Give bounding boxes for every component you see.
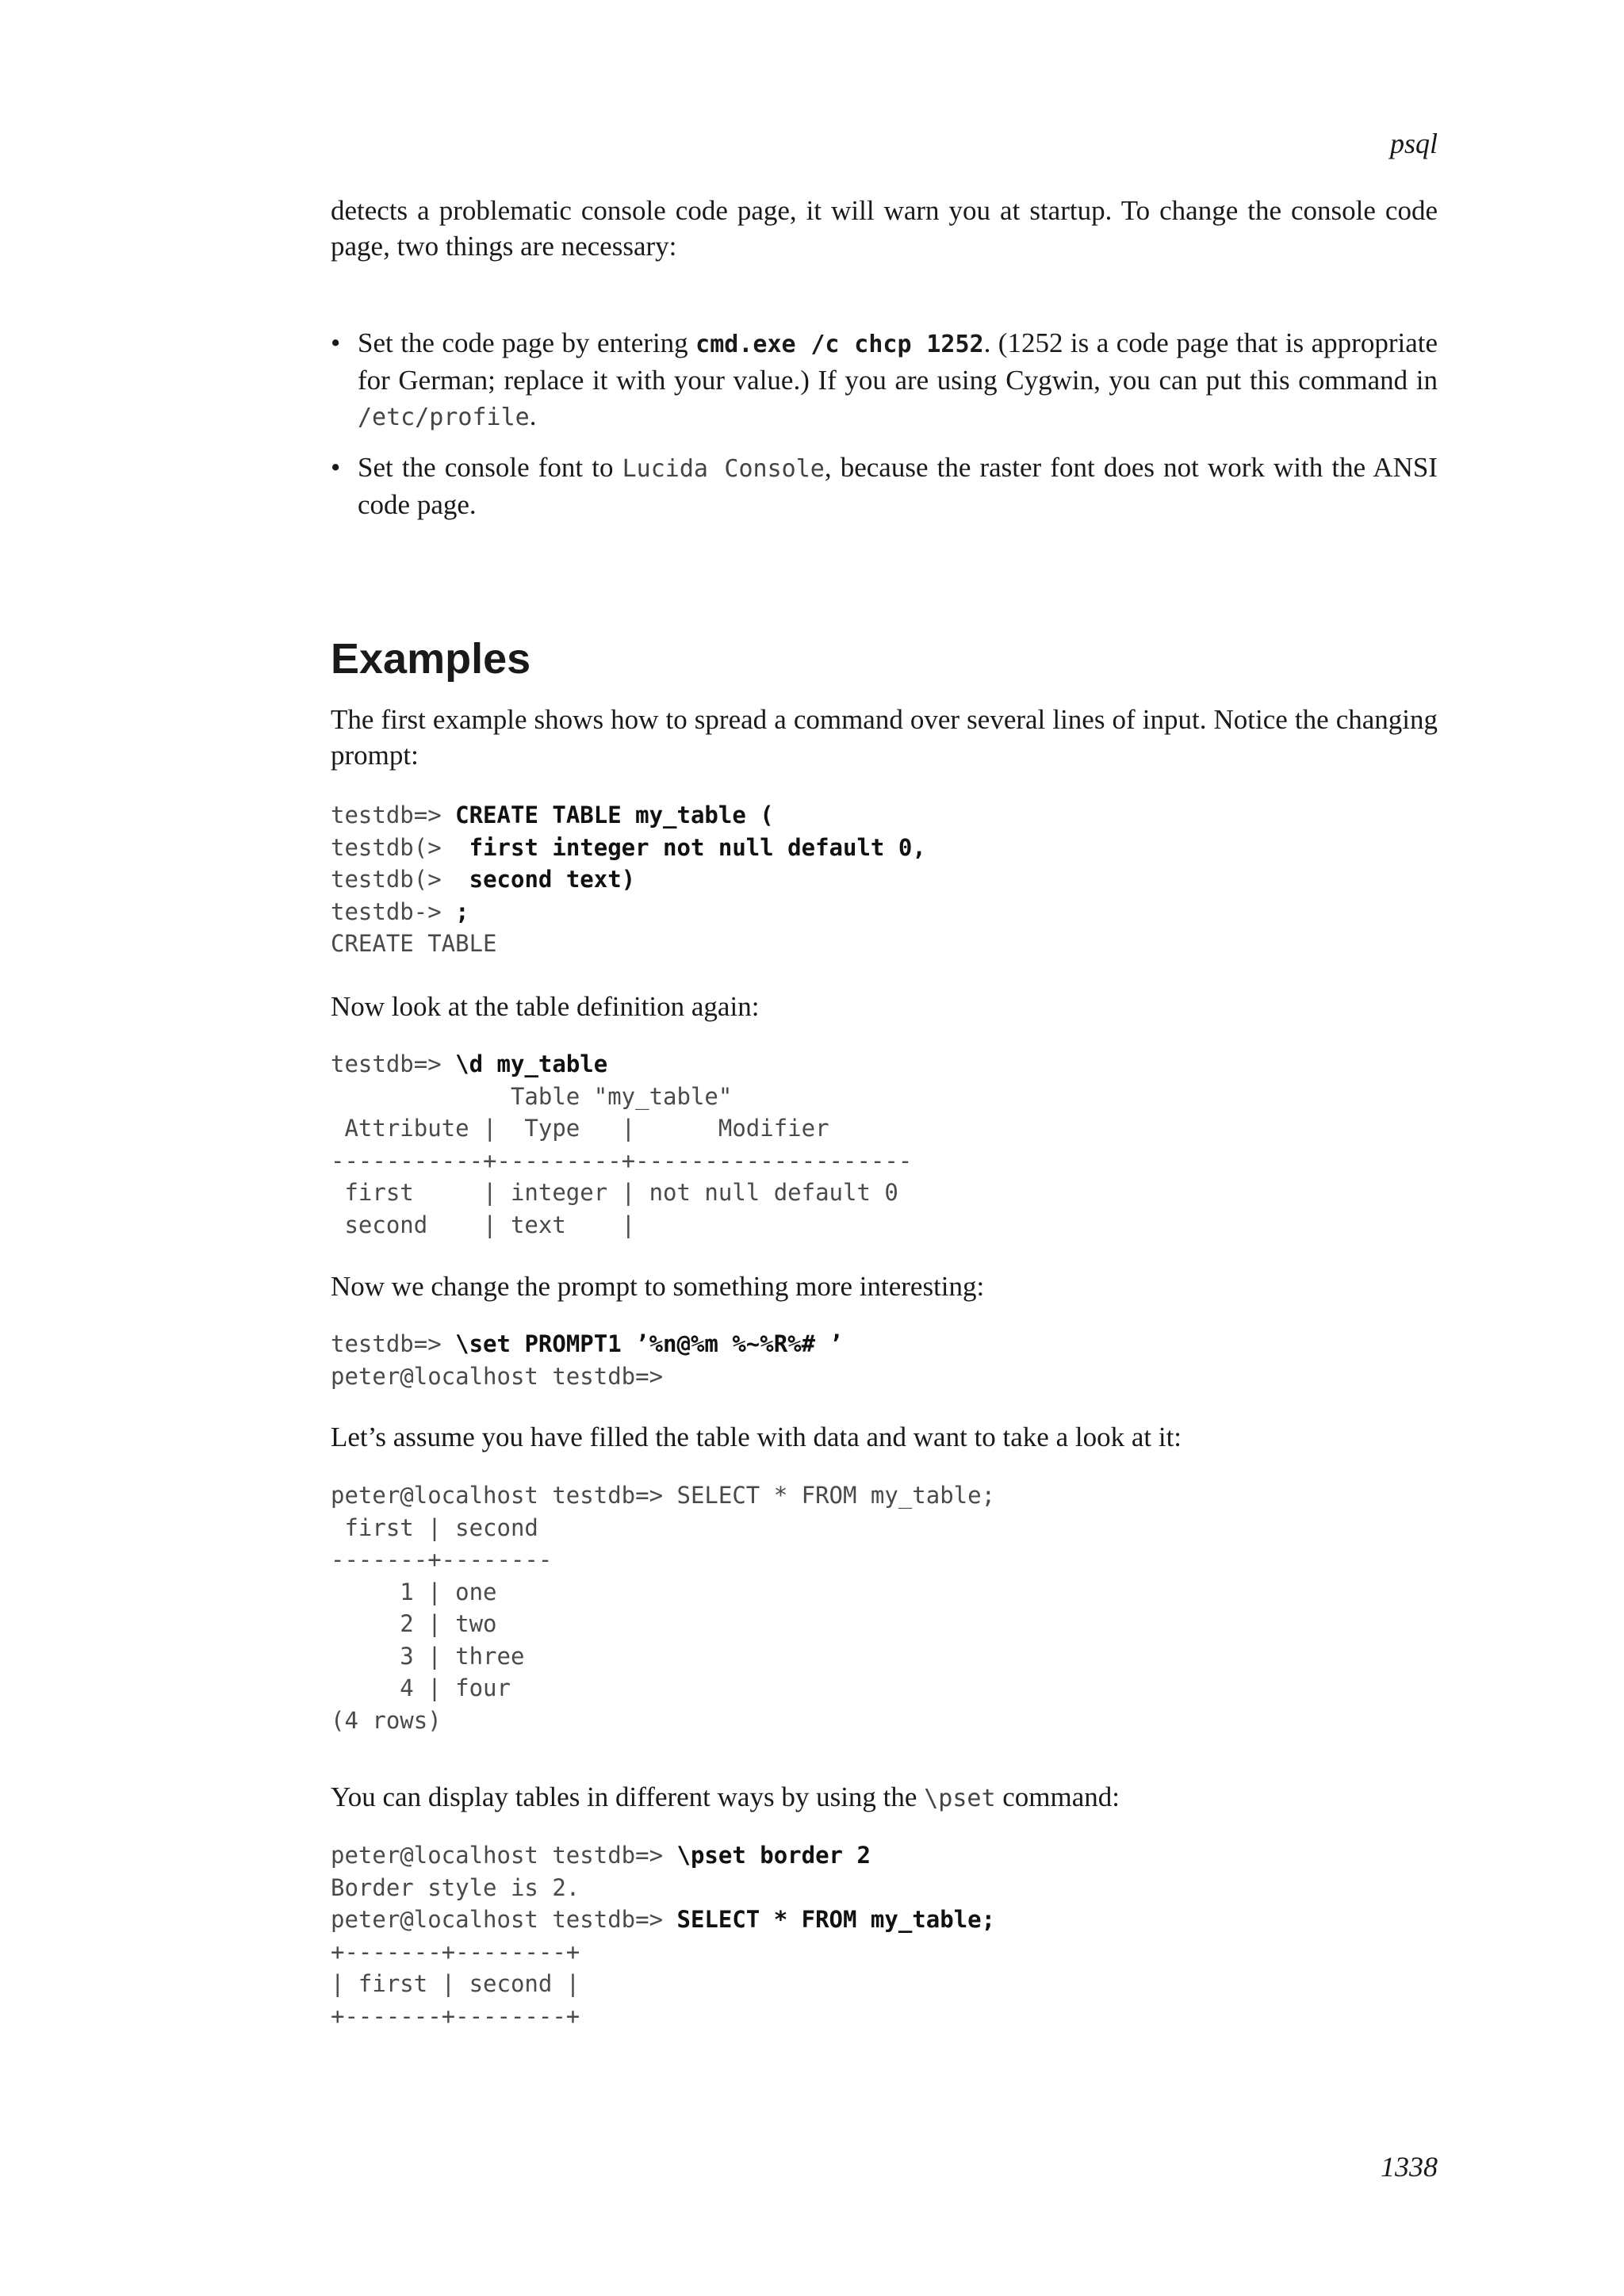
bullet-text-post: , because the raster font does not work with the ANSI code page. (358, 452, 1438, 520)
intro-paragraph: detects a problematic console code page, it will warn you at startup. To change the console code page, two things are necessary: (331, 195, 1438, 262)
inline-code-font: Lucida Console (622, 455, 825, 483)
code-line (331, 1081, 912, 1113)
code-line (331, 799, 926, 832)
code-prompt: peter@localhost testdb=> (331, 1906, 677, 1933)
paragraph-example-2: Now look at the table definition again: (331, 991, 760, 1022)
code-prompt: | first | second | (331, 1970, 580, 1997)
code-block-set-prompt (331, 1328, 843, 1392)
paragraph-text-post: command: (995, 1781, 1120, 1812)
code-line (331, 896, 926, 928)
code-line (331, 1640, 995, 1673)
code-line (331, 1177, 912, 1209)
code-prompt: testdb=> (331, 1050, 456, 1077)
code-line (331, 1839, 995, 1872)
code-line (331, 1512, 995, 1544)
code-prompt: CREATE TABLE (331, 930, 497, 957)
code-prompt: testdb=> (331, 802, 456, 828)
bullet-icon: • (331, 452, 341, 483)
code-line (331, 1112, 912, 1145)
code-line (331, 1145, 912, 1177)
code-command: \pset border 2 (676, 1842, 871, 1869)
code-command: CREATE TABLE my_table ( (455, 802, 774, 828)
code-prompt: testdb-> (331, 897, 456, 925)
paragraph-example-3: Now we change the prompt to something more interesting: (331, 1271, 985, 1302)
bullet-text-pre: Set the console font to (358, 452, 622, 483)
code-prompt: Border style is 2. (331, 1873, 580, 1901)
code-prompt: +-------+--------+ (331, 1938, 580, 1965)
paragraph-text-pre: You can display tables in different ways by using the (331, 1781, 925, 1812)
code-line (331, 1328, 843, 1360)
inline-code-command: cmd.exe /c chcp 1252 (695, 331, 984, 358)
code-line (331, 928, 926, 960)
code-prompt: testdb(> (331, 866, 469, 893)
code-line (331, 1576, 995, 1609)
code-command: \set PROMPT1 ’%n@%m %~%R%# ’ (455, 1330, 844, 1357)
code-prompt: testdb(> (331, 833, 469, 861)
inline-code-path: /etc/profile (358, 404, 530, 431)
running-header: psql (1389, 128, 1438, 159)
code-line (331, 1705, 995, 1737)
code-line (331, 1360, 843, 1393)
code-prompt: 1 | one (331, 1578, 497, 1605)
bullet-text-post: . (529, 400, 537, 431)
code-block-describe-table (331, 1048, 912, 1241)
bullet-item-console-font (331, 450, 1438, 522)
code-prompt: peter@localhost testdb=> (331, 1842, 677, 1869)
code-line (331, 1544, 995, 1576)
code-line (331, 1672, 995, 1705)
code-prompt: peter@localhost testdb=> (331, 1362, 664, 1390)
paragraph-example-1: The first example shows how to spread a command over several lines of input. Notice the changing prompt: (331, 704, 1438, 771)
page-number: 1338 (1381, 2151, 1438, 2183)
code-prompt: -----------+---------+-------------------- (331, 1146, 913, 1174)
bullet-text-mid: . (1252 is a code page that is appropriate for German; replace it with your value.) If you are using Cygwin, you can put this command in (358, 327, 1438, 396)
code-line (331, 1048, 912, 1081)
code-line (331, 1872, 995, 1904)
code-prompt: Table "my_table" (331, 1082, 733, 1110)
code-command: \d my_table (455, 1050, 608, 1077)
code-block-create-table (331, 799, 926, 960)
bullet-item-code-page (331, 325, 1438, 435)
code-line (331, 832, 926, 864)
paragraph-example-5 (331, 1779, 1438, 1816)
bullet-icon: • (331, 327, 341, 358)
code-prompt: testdb=> (331, 1330, 456, 1357)
code-prompt: 2 | two (331, 1610, 497, 1637)
code-block-pset-border (331, 1839, 995, 2032)
code-line (331, 1209, 912, 1242)
code-prompt: peter@localhost testdb=> SELECT * FROM my_table; (331, 1482, 996, 1509)
code-block-select (331, 1479, 995, 1736)
code-prompt: 4 | four (331, 1674, 511, 1701)
section-title: Examples (331, 635, 531, 683)
code-line (331, 1904, 995, 1936)
paragraph-example-4: Let’s assume you have filled the table with data and want to take a look at it: (331, 1422, 1182, 1452)
code-prompt: first | integer | not null default 0 (331, 1179, 898, 1206)
bullet-list (331, 325, 1438, 537)
inline-code-pset: \pset (924, 1785, 996, 1812)
code-prompt: (4 rows) (331, 1706, 442, 1734)
code-command: ; (455, 897, 469, 925)
code-prompt: -------+-------- (331, 1546, 553, 1573)
code-prompt: +-------+--------+ (331, 2002, 580, 2030)
code-line (331, 863, 926, 896)
code-prompt: second | text | (331, 1211, 636, 1238)
code-prompt: first | second (331, 1513, 538, 1541)
code-line (331, 1479, 995, 1512)
code-prompt: 3 | three (331, 1642, 525, 1670)
code-line (331, 1936, 995, 1969)
code-line (331, 1968, 995, 2000)
code-command: first integer not null default 0, (469, 833, 926, 861)
code-command: SELECT * FROM my_table; (676, 1906, 996, 1933)
code-command: second text) (469, 866, 636, 893)
code-prompt: Attribute | Type | Modifier (331, 1115, 829, 1142)
code-line (331, 1608, 995, 1640)
code-line (331, 2000, 995, 2033)
bullet-text-pre: Set the code page by entering (358, 327, 696, 358)
